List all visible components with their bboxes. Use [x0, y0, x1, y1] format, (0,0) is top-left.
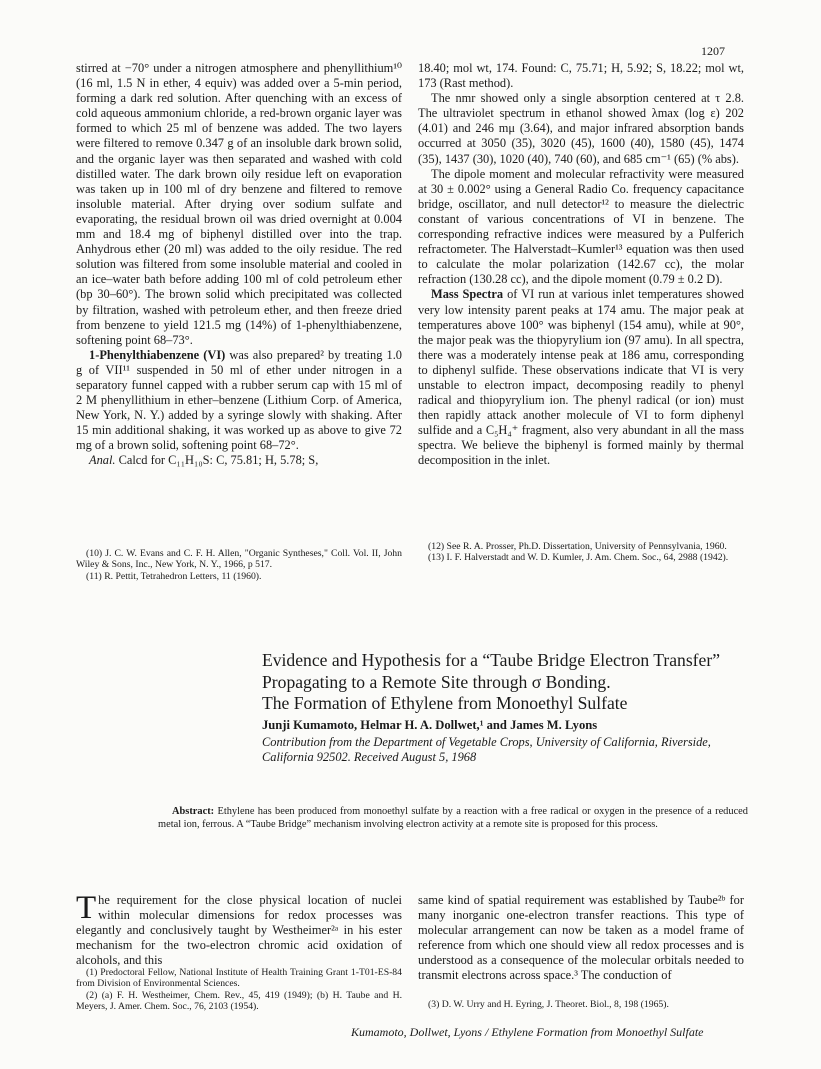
title-line: Evidence and Hypothesis for a “Taube Bridge Electron Transfer”: [262, 650, 721, 670]
paragraph: The nmr showed only a single absorption centered at τ 2.8. The ultraviolet spectrum in ethanol showed λmax (log ε) 202 (4.01) and 246 mμ (3.64), and major infrared absorption bands occurred at 3050 (35), 3020 (45), 1600 (40), 1580 (45), 1474 (35), 1437 (30), 1020 (40), 740 (60), and 685 cm⁻¹ (65) (% abs).: [418, 91, 744, 166]
paragraph: The requirement for the close physical location of nuclei within molecular dimensions for redox processes was elegantly and conclusively taught by Westheimer²ᵃ in his ester mechanism for the two-electron chromic acid oxidation of alcohols, and this: [76, 890, 402, 968]
left-column-text: [76, 61, 402, 469]
body-left-column: [76, 890, 402, 968]
affiliation: Contribution from the Department of Vegetable Crops, University of California, Riverside, California 92502. Received August 5, 1968: [262, 735, 711, 764]
paragraph: stirred at −70° under a nitrogen atmosphere and phenyllithium¹⁰ (16 ml, 1.5 N in ether, 4 equiv) was added over a 5-min period, forming a dark red solution. After quenching with an excess of cold aqueous ammonium chloride, a red-brown organic layer was formed to which 25 ml of benzene was added. The two layers were filtered to remove 0.347 g of an insoluble dark brown solid, and the organic layer was then separated and washed with cold distilled water. The dark brown oily residue left on evaporation was taken up in 100 ml of dry benzene and filtered to remove insoluble material. After drying over sodium sulfate and evaporating, the residual brown oil was dried overnight at 0.004 mm and 18.4 mg of biphenyl distilled over into the trap. Anhydrous ether (20 ml) was added to the oily residue. The red solution was filtered from some insoluble material and cooled in an ice–water bath before adding 100 ml of cold petroleum ether (bp 30–60°). The brown solid which precipitated was collected by filtration, washed with petroleum ether, and then freeze dried from benzene to yield 121.5 mg (14%) of 1-phenylthiabenzene, softening point 68–73°.: [76, 61, 402, 347]
paragraph: The dipole moment and molecular refractivity were measured at 30 ± 0.002° using a General Radio Co. frequency capacitance bridge, oscillator, and null detector¹² to measure the dielectric constant of various concentrations of VI in benzene. The corresponding refractive indices were measured by a Pulferich refractometer. The Halverstadt–Kumler¹³ equation was then used to calculate the molar polarization (142.67 cc), the molar refraction (130.28 cc), and the dipole moment (0.79 ± 0.2 D).: [418, 166, 744, 287]
footnote: (1) Predoctoral Fellow, National Institute of Health Training Grant 1-T01-ES-84 from Division of Environmental Sciences.: [76, 967, 402, 990]
abstract-text: Ethylene has been produced from monoethyl sulfate by a reaction with a free radical or oxygen in the presence of a reduced metal ion, ferrous. A “Taube Bridge” mechanism involving electron activity at a remote site is proposed for this process.: [158, 806, 748, 830]
page-number: 1207: [701, 44, 725, 58]
title-line: The Formation of Ethylene from Monoethyl Sulfate: [262, 693, 628, 713]
run-in-heading: 1-Phenylthiabenzene (VI): [89, 347, 226, 362]
article-title: [262, 650, 782, 715]
footnotes-top-left: [76, 548, 402, 582]
footnote: (2) (a) F. H. Westheimer, Chem. Rev., 45, 419 (1949); (b) H. Taube and H. Meyers, J. Amer. Chem. Soc., 76, 2103 (1954).: [76, 989, 402, 1013]
paragraph: 1-Phenylthiabenzene (VI) was also prepared² by treating 1.0 g of VII¹¹ suspended in 50 ml of ether under nitrogen in a separatory funnel capped with a rubber serum cap with 15 ml of 2 M phenyllithium in ether–benzene (Lithium Corp. of America, New York, N. Y.) added by a syringe slowly with shaking. After 15 min additional shaking, it was worked up as above to give 72 mg of a brown solid, softening point 68–72°.: [76, 347, 402, 453]
authors: Junji Kumamoto, Helmar H. A. Dollwet,¹ and James M. Lyons: [262, 718, 598, 732]
paragraph: Anal. Calcd for C₁₁H₁₀S: C, 75.81; H, 5.78; S,: [89, 453, 319, 468]
paragraph: Mass Spectra of VI run at various inlet temperatures showed very low intensity parent peaks at 174 amu. The major peak at temperatures above 100° was biphenyl (154 amu), while at 90°, the major peak was the thiopyrylium ion (97 amu). In all spectra, there was a moderately intense peak at 186 amu, corresponding to diphenyl sulfide. These observations indicate that VI is very unstable to electron impact, decomposing readily to phenyl radical and thiopyrylium ion. The phenyl radical (or ion) must then rapidly attack another molecule of VI to form diphenyl sulfide and a C₅H₄⁺ fragment, also very abundant in all the mass spectra. We believe the biphenyl is formed mainly by thermal decomposition in the inlet.: [418, 287, 744, 468]
footnote: (13) I. F. Halverstadt and W. D. Kumler, J. Am. Chem. Soc., 64, 2988 (1942).: [428, 552, 729, 564]
footnote: (3) D. W. Urry and H. Eyring, J. Theoret. Biol., 8, 198 (1965).: [428, 999, 669, 1010]
footnote: (11) R. Pettit, Tetrahedron Letters, 11 (1960).: [86, 570, 262, 582]
abstract-label: Abstract:: [172, 806, 215, 817]
footnotes-bottom-left: [76, 967, 402, 1013]
run-in-heading: Anal.: [89, 453, 116, 468]
paragraph: same kind of spatial requirement was established by Taube²ᵇ for many inorganic one-electron transfer reactions. This type of molecular arrangement can now be taken as a model frame of reference from which one should view all redox processes and is understood as a consequence of the molecular orbitals needed to transmit electrons across space.³ The conduction of: [418, 893, 744, 983]
paragraph: 18.40; mol wt, 174. Found: C, 75.71; H, 5.92; S, 18.22; mol wt, 173 (Rast method).: [418, 61, 744, 91]
footnote: (12) See R. A. Prosser, Ph.D. Dissertation, University of Pennsylvania, 1960.: [428, 541, 727, 552]
run-in-heading: Mass Spectra: [431, 287, 504, 302]
footnotes-bottom-right: [418, 999, 744, 1010]
footnotes-top-right: [418, 541, 744, 564]
abstract: [158, 806, 748, 831]
footnote: (10) J. C. W. Evans and C. F. H. Allen, "Organic Syntheses," Coll. Vol. II, John Wiley & Sons, Inc., New York, N. Y., 1966, p 517.: [76, 548, 402, 571]
body-right-column: [418, 893, 744, 984]
running-footer: Kumamoto, Dollwet, Lyons / Ethylene Formation from Monoethyl Sulfate: [351, 1025, 704, 1039]
right-column-text: [418, 61, 744, 469]
drop-cap: T: [76, 890, 97, 926]
title-line: Propagating to a Remote Site through σ Bonding.: [262, 671, 611, 692]
